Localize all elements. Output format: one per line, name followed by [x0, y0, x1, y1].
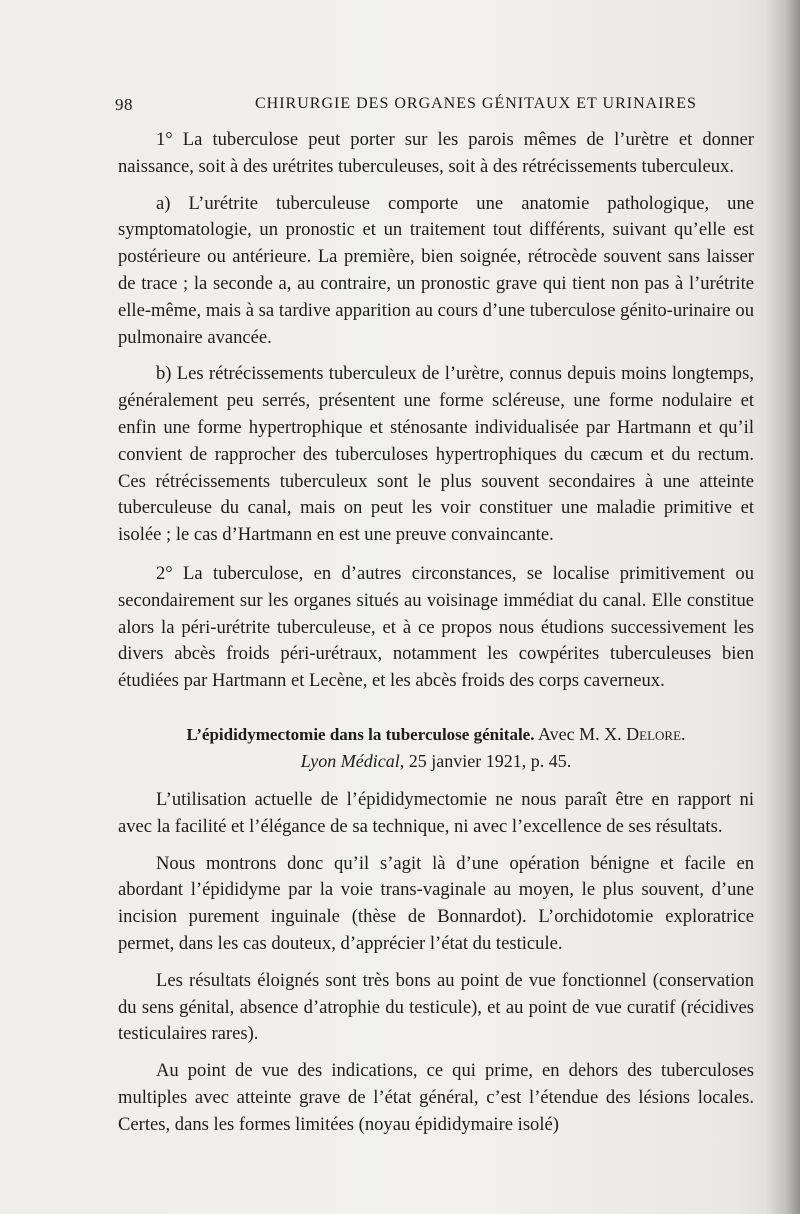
reference-entry	[118, 721, 754, 775]
paragraph-5: L’utilisation actuelle de l’épididymectomie ne nous paraît être en rapport ni avec la facilité et l’élégance de sa technique, ni avec l’excellence de ses résultats.	[118, 788, 754, 837]
reference-title: L’épididymectomie dans la tuberculose génitale.	[186, 724, 535, 744]
paragraph-2: a) L’urétrite tuberculeuse comporte une anatomie pathologique, une symptomatologie, un pronostic et un traitement tout différents, suivant qu’elle est postérieure ou antérieure. La première, bien soignée, rétrocède souvent sans laisser de trace ; la seconde a, au contraire, un pronostic grave qui tient non pas à l’urétrite elle-même, mais à sa tardive apparition au cours d’une tuberculose génito-urinaire ou pulmonaire avancée.	[118, 192, 754, 348]
reference-source	[118, 748, 754, 775]
reference-journal: Lyon Médical,	[300, 750, 405, 771]
paragraph-7: Les résultats éloignés sont très bons au point de vue fonctionnel (conservation du sens génital, absence d’atrophie du testicule), et au point de vue curatif (récidives testiculaires rares).	[118, 969, 754, 1045]
paragraph-3: b) Les rétrécissements tuberculeux de l’urètre, connus depuis moins longtemps, généralement peu serrés, présentent une forme scléreuse, une forme nodulaire et enfin une forme hypertrophique et sténosante individualisée par Hartmann et qu’il convient de rapprocher des tuberculoses hypertrophiques du cæcum et du rectum. Ces rétrécissements tuberculeux sont le plus souvent secondaires à une atteinte tuberculeuse du canal, mais on peut les voir constituer une maladie primitive et isolée ; le cas d’Hartmann en est une preuve convaincante.	[118, 363, 754, 546]
page-gutter-shadow	[766, 0, 800, 1214]
paragraph-6: Nous montrons donc qu’il s’agit là d’une opération bénigne et facile en abordant l’épididyme par la voie trans-vaginale au moyen, le plus souvent, d’une incision purement inguinale (thèse de Bonnardot). L’orchidotomie exploratrice permet, dans les cas douteux, d’apprécier l’état du testicule.	[118, 852, 754, 954]
page-number: 98	[115, 95, 133, 114]
reference-with: Avec M. X.	[538, 723, 622, 744]
reference-date: 25 janvier 1921, p. 45.	[408, 750, 572, 771]
paragraph-8: Au point de vue des indications, ce qui prime, en dehors des tuberculoses multiples avec atteinte grave de l’état général, c’est l’étendue des lésions locales. Certes, dans les formes limitées (noyau épididymaire isolé)	[118, 1060, 754, 1135]
body-text	[118, 127, 754, 1139]
paragraph-1: 1° La tuberculose peut porter sur les parois mêmes de l’urètre et donner naissance, soit à des urétrites tuberculeuses, soit à des rétrécissements tuberculeux.	[118, 129, 754, 177]
running-title: CHIRURGIE DES ORGANES GÉNITAUX ET URINAIRES	[255, 95, 697, 112]
reference-author: Delore.	[626, 723, 686, 744]
paragraph-4: 2° La tuberculose, en d’autres circonstances, se localise primitivement ou secondairement sur les organes situés au voisinage immédiat du canal. Elle constitue alors la péri-urétrite tuberculeuse, et à ce propos nous étudions successivement les divers abcès froids péri-urétraux, notamment les cowpérites tuberculeuses bien étudiées par Hartmann et Lecène, et les abcès froids des corps caverneux.	[118, 562, 754, 692]
